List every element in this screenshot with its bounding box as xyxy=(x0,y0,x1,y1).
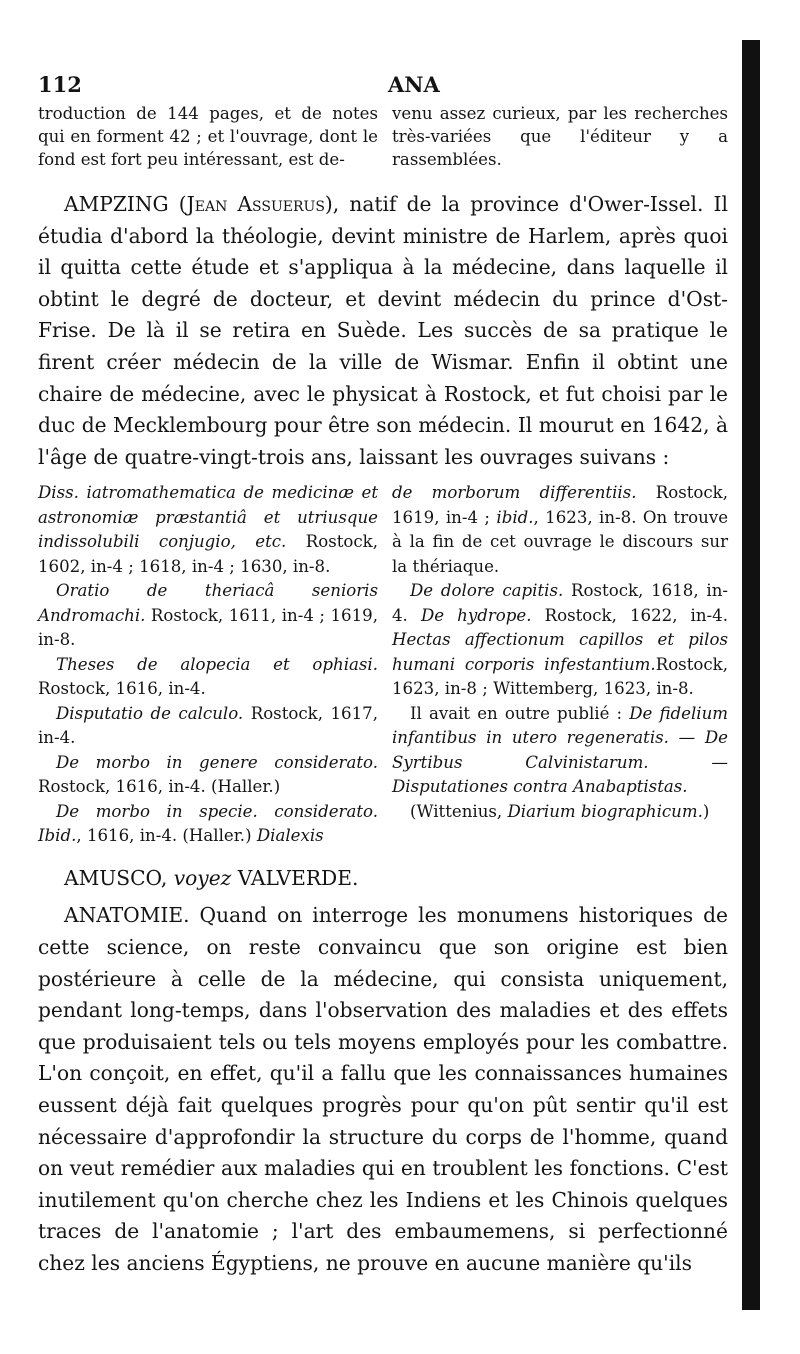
page-number: 112 xyxy=(38,72,82,97)
entry-anatomie xyxy=(38,900,728,1279)
top-continuation xyxy=(38,102,728,171)
entry-amusco-ref: VALVERDE. xyxy=(237,865,359,890)
work-item: De morbo in genere considerato. Rostock, 1616, in-4. (Haller.) xyxy=(38,752,378,797)
top-left-column xyxy=(38,102,378,171)
work-source: (Wittenius, Diarium biographicum.) xyxy=(410,801,710,821)
works-list xyxy=(38,481,728,849)
page-edge-shadow xyxy=(742,40,760,1310)
page-header xyxy=(38,72,728,102)
work-item: Oratio de theriacâ senioris Andromachi. Rostock, 1611, in-4 ; 1619, in-8. xyxy=(38,581,378,650)
entry-anatomie-name: ANATOMIE. xyxy=(64,903,190,928)
works-left-column xyxy=(38,481,378,849)
works-right-column xyxy=(392,481,728,849)
work-item: De dolore capitis. Rostock, 1618, in-4. De hydrope. Rostock, 1622, in-4. Hectas affectionum capillos et pilos humani corporis infestantium.Rostock, 1623, in-8 ; Wittemberg, 1623, in-8. xyxy=(392,581,728,699)
entry-amusco-see: voyez xyxy=(173,865,232,890)
work-item: Il avait en outre publié : De fidelium infantibus in utero regeneratis. — De Syrtibus Calvinistarum. — Disputationes contra Anabaptistas. xyxy=(392,703,728,797)
top-right-text: venu assez curieux, par les recherches très-variées que l'éditeur y a rassemblées. xyxy=(392,104,728,169)
work-item: Diss. iatromathematica de medicinæ et astronomiæ præstantiâ et utriusque indissolubili conjugio, etc. Rostock, 1602, in-4 ; 1618, in-4 ; 1630, in-8. xyxy=(38,483,378,576)
work-item: Theses de alopecia et ophiasi. Rostock, 1616, in-4. xyxy=(38,654,378,699)
entry-ampzing-text: , natif de la province d'Ower-Issel. Il étudia d'abord la théologie, devint ministre de Harlem, après quoi il quitta cette étude et s'appliqua à la médecine, dans laquelle il obtint le degré de docteur, et devint médecin du prince d'Ost-Frise. De là il se retira en Suède. Les succès de sa pratique le firent créer médecin de la ville de Wismar. Enfin il obtint une chaire de médecine, avec le physicat à Rostock, et fut choisi par le duc de Mecklembourg pour être son médecin. Il mourut en 1642, à l'âge de quatre-vingt-trois ans, laissant les ouvrages suivans : xyxy=(38,192,728,469)
entry-ampzing-name: AMPZING xyxy=(64,192,169,216)
top-left-text: troduction de 144 pages, et de notes qui en forment 42 ; et l'ouvrage, dont le fond est fort peu intéressant, est de- xyxy=(38,104,378,169)
entry-ampzing xyxy=(38,189,728,473)
entry-amusco xyxy=(64,863,728,895)
page xyxy=(38,72,728,1280)
top-right-column xyxy=(392,102,728,171)
work-item: De morbo in specie. considerato. Ibid., 1616, in-4. (Haller.) Dialexis xyxy=(38,801,378,846)
running-title: ANA xyxy=(388,72,440,97)
work-item: de morborum differentiis. Rostock, 1619, in-4 ; ibid., 1623, in-8. On trouve à la fin de cet ouvrage le discours sur la thériaque. xyxy=(392,483,729,576)
work-item: Disputatio de calculo. Rostock, 1617, in-4. xyxy=(38,703,378,748)
entry-amusco-name: AMUSCO, xyxy=(64,865,168,890)
entry-anatomie-text: Quand on interroge les monumens historiques de cette science, on reste convaincu que son origine est bien postérieure à celle de la médecine, qui consista uniquement, pendant long-temps, dans l'observation des maladies et des effets que produisaient tels ou tels moyens employés pour les combattre. L'on conçoit, en effet, qu'il a fallu que les connaissances humaines eussent déjà fait quelques progrès pour qu'on pût sentir qu'il est nécessaire d'approfondir la structure du corps de l'homme, quand on veut remédier aux maladies qui en troublent les fonctions. C'est inutilement qu'on cherche chez les Indiens et les Chinois quelques traces de l'anatomie ; l'art des embaumemens, si perfectionné chez les anciens Égyptiens, ne prouve en aucune manière qu'ils xyxy=(38,903,728,1275)
entry-ampzing-given: (Jean Assuerus) xyxy=(178,192,333,216)
